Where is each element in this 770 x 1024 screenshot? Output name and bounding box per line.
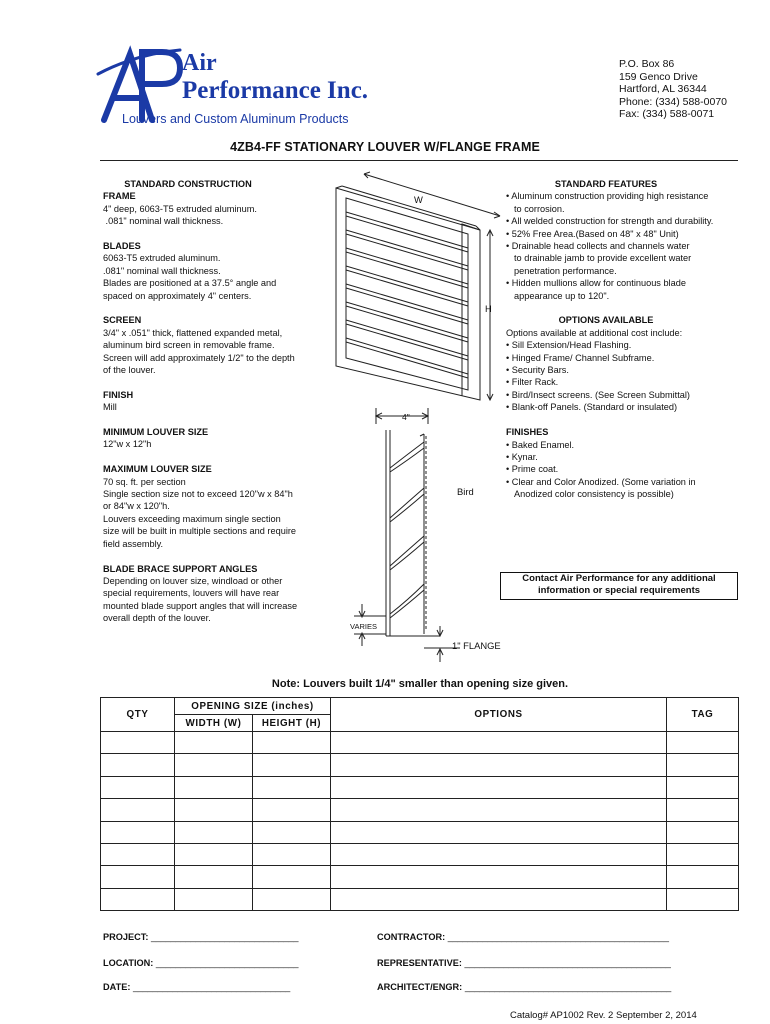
height-header: HEIGHT (H) [253, 715, 331, 732]
diagram-w-label: W [414, 194, 423, 205]
width-cell[interactable] [175, 799, 253, 821]
options-cell[interactable] [331, 843, 667, 865]
finish-item: • Kynar. [506, 451, 538, 462]
architect-field[interactable] [377, 982, 671, 992]
address-line: Hartford, AL 36344 [619, 83, 707, 96]
frame-heading: FRAME [103, 191, 136, 202]
representative-field[interactable] [377, 958, 671, 968]
option-item: • Security Bars. [506, 365, 569, 376]
tag-cell[interactable] [667, 821, 739, 843]
title-rule [100, 160, 738, 161]
diagram-flange-label: 1" FLANGE [452, 640, 501, 651]
max-size-text: field assembly. [103, 538, 164, 549]
option-item: • Hinged Frame/ Channel Subframe. [506, 352, 655, 363]
max-size-text: or 84"w x 120"h. [103, 501, 170, 512]
address-line: Phone: (334) 588-0070 [619, 95, 727, 108]
qty-cell[interactable] [101, 866, 175, 888]
screen-heading: SCREEN [103, 315, 142, 326]
address-line: 159 Genco Drive [619, 70, 698, 83]
height-cell[interactable] [253, 866, 331, 888]
table-row [101, 888, 739, 910]
diagram-bird-label: Bird [457, 486, 474, 497]
tag-cell[interactable] [667, 866, 739, 888]
project-field[interactable] [103, 932, 298, 942]
qty-cell[interactable] [101, 821, 175, 843]
section-heading: STANDARD CONSTRUCTION [124, 179, 252, 189]
representative-label: REPRESENTATIVE: [377, 958, 462, 968]
address-line: P.O. Box 86 [619, 58, 675, 70]
table-row [101, 843, 739, 865]
options-cell[interactable] [331, 799, 667, 821]
table-row [101, 866, 739, 888]
architect-line[interactable]: __________________________________________ [464, 982, 672, 992]
width-cell[interactable] [175, 754, 253, 776]
option-item: • Bird/Insect screens. (See Screen Submittal) [506, 389, 690, 400]
company-address [619, 58, 727, 121]
table-row [101, 754, 739, 776]
frame-text: .081" nominal wall thickness. [103, 216, 224, 227]
feature-item: to corrosion. [514, 203, 565, 214]
width-header: WIDTH (W) [175, 715, 253, 732]
location-field[interactable] [103, 958, 298, 968]
catalog-number: Catalog# AP1002 Rev. 2 September 2, 2014 [510, 1010, 697, 1021]
blades-text: .081" nominal wall thickness. [103, 265, 221, 276]
options-cell[interactable] [331, 732, 667, 754]
blades-text: 6063-T5 extruded aluminum. [103, 253, 221, 264]
screen-text: Screen will add approximately 1/2" to the depth [103, 352, 295, 363]
representative-line[interactable]: __________________________________________ [464, 958, 671, 968]
width-cell[interactable] [175, 843, 253, 865]
max-size-text: Louvers exceeding maximum single section [103, 513, 281, 524]
blades-text: spaced on approximately 4" centers. [103, 290, 252, 301]
feature-item: • Drainable head collects and channels water [506, 241, 690, 252]
max-size-text: Single section size not to exceed 120"w x 84"h [103, 489, 293, 500]
feature-item: • All welded construction for strength and durability. [506, 216, 714, 227]
options-cell[interactable] [331, 776, 667, 798]
location-label: LOCATION: [103, 958, 154, 968]
diagram-varies-label: VARIES [350, 622, 377, 631]
max-size-heading: MAXIMUM LOUVER SIZE [103, 464, 212, 475]
table-row [101, 799, 739, 821]
option-item: • Filter Rack. [506, 377, 559, 388]
width-cell[interactable] [175, 866, 253, 888]
brace-text: mounted blade support angles that will increase [103, 600, 298, 611]
qty-cell[interactable] [101, 776, 175, 798]
option-item: Options available at additional cost include: [506, 327, 683, 338]
standard-features-section [506, 178, 738, 501]
width-cell[interactable] [175, 732, 253, 754]
qty-cell[interactable] [101, 732, 175, 754]
finish-heading: FINISH [103, 389, 134, 400]
option-item: • Blank-off Panels. (Standard or insulated) [506, 402, 678, 413]
options-cell[interactable] [331, 821, 667, 843]
brace-text: special requirements, louvers will have rear [103, 588, 280, 599]
tag-cell[interactable] [667, 732, 739, 754]
contact-box [500, 572, 738, 600]
date-field[interactable] [103, 982, 290, 992]
tag-header: TAG [667, 698, 739, 732]
tag-cell[interactable] [667, 843, 739, 865]
table-row [101, 776, 739, 798]
option-item: • Sill Extension/Head Flashing. [506, 340, 632, 351]
brace-text: Depending on louver size, windload or other [103, 575, 283, 586]
features-heading: STANDARD FEATURES [554, 179, 658, 189]
tag-cell[interactable] [667, 799, 739, 821]
blades-text: Blades are positioned at a 37.5° angle and [103, 278, 277, 289]
options-heading: OPTIONS AVAILABLE [558, 315, 654, 326]
date-label: DATE: [103, 982, 131, 992]
contractor-label: CONTRACTOR: [377, 932, 446, 942]
finish-item: • Prime coat. [506, 464, 559, 475]
finish-item: • Clear and Color Anodized. (Some variation in [506, 476, 696, 487]
height-cell[interactable] [253, 776, 331, 798]
max-size-text: size will be built in multiple sections and require [103, 526, 297, 537]
qty-cell[interactable] [101, 754, 175, 776]
finish-item: Anodized color consistency is possible) [514, 489, 674, 500]
table-row [101, 821, 739, 843]
options-cell[interactable] [331, 888, 667, 910]
opening-size-header: OPENING SIZE (inches) [175, 698, 331, 715]
size-note: Note: Louvers built 1/4" smaller than opening size given. [271, 678, 569, 690]
brace-text: overall depth of the louver. [103, 613, 211, 624]
contractor-line[interactable]: _____________________________________________ [447, 932, 669, 942]
contractor-field[interactable] [377, 932, 669, 942]
architect-label: ARCHITECT/ENGR: [377, 982, 463, 992]
company-logo [96, 44, 396, 128]
project-line[interactable]: ______________________________ [151, 932, 299, 942]
height-cell[interactable] [253, 888, 331, 910]
feature-item: • 52% Free Area.(Based on 48" x 48" Unit) [506, 228, 679, 239]
qty-cell[interactable] [101, 799, 175, 821]
date-line[interactable]: ________________________________ [132, 982, 291, 992]
logo-tagline: Louvers and Custom Aluminum Products [122, 112, 349, 126]
max-size-text: 70 sq. ft. per section [103, 476, 186, 487]
height-cell[interactable] [253, 732, 331, 754]
diagram-depth-label: 4" [402, 412, 410, 422]
finishes-heading: FINISHES [506, 427, 549, 438]
louver-schedule-table [100, 697, 739, 911]
finish-item: • Baked Enamel. [506, 439, 575, 450]
screen-text: of the louver. [103, 365, 156, 376]
width-cell[interactable] [175, 776, 253, 798]
frame-text: 4" deep, 6063-T5 extruded aluminum. [103, 203, 257, 214]
min-size-heading: MINIMUM LOUVER SIZE [103, 427, 209, 438]
tag-cell[interactable] [667, 776, 739, 798]
logo-line2: Performance Inc. [182, 77, 369, 104]
options-list [506, 327, 738, 414]
width-cell[interactable] [175, 821, 253, 843]
project-label: PROJECT: [103, 932, 149, 942]
height-cell[interactable] [253, 843, 331, 865]
features-list [506, 190, 738, 302]
options-header: OPTIONS [331, 698, 667, 732]
height-cell[interactable] [253, 754, 331, 776]
tag-cell[interactable] [667, 754, 739, 776]
qty-cell[interactable] [101, 843, 175, 865]
schedule-body [101, 732, 739, 911]
finish-text: Mill [103, 402, 117, 413]
finishes-list [506, 439, 738, 501]
standard-construction-section [103, 178, 333, 625]
address-line: Fax: (334) 588-0071 [619, 108, 715, 121]
feature-item: • Hidden mullions allow for continuous blade [506, 278, 686, 289]
tag-cell[interactable] [667, 888, 739, 910]
blades-heading: BLADES [103, 241, 141, 252]
min-size-text: 12"w x 12"h [103, 439, 152, 450]
qty-header: QTY [101, 698, 175, 732]
height-cell[interactable] [253, 821, 331, 843]
feature-item: to drainable jamb to provide excellent water [514, 253, 692, 264]
screen-text: 3/4" x .051" thick, flattened expanded metal, [103, 327, 283, 338]
contact-line: Contact Air Performance for any additional [522, 573, 716, 584]
options-cell[interactable] [331, 866, 667, 888]
page-title: 4ZB4-FF STATIONARY LOUVER W/FLANGE FRAME [230, 140, 540, 154]
louver-diagram [330, 168, 505, 668]
feature-item: penetration performance. [514, 265, 617, 276]
height-cell[interactable] [253, 799, 331, 821]
screen-text: aluminum bird screen in removable frame. [103, 340, 275, 351]
location-line[interactable]: _____________________________ [155, 958, 299, 968]
contact-line: information or special requirements [537, 585, 701, 596]
brace-heading: BLADE BRACE SUPPORT ANGLES [103, 563, 258, 574]
feature-item: • Aluminum construction providing high resistance [506, 191, 709, 202]
logo-line1: Air [182, 50, 217, 76]
table-row [101, 732, 739, 754]
diagram-h-label: H [485, 303, 492, 314]
feature-item: appearance up to 120". [514, 290, 610, 301]
width-cell[interactable] [175, 888, 253, 910]
qty-cell[interactable] [101, 888, 175, 910]
options-cell[interactable] [331, 754, 667, 776]
